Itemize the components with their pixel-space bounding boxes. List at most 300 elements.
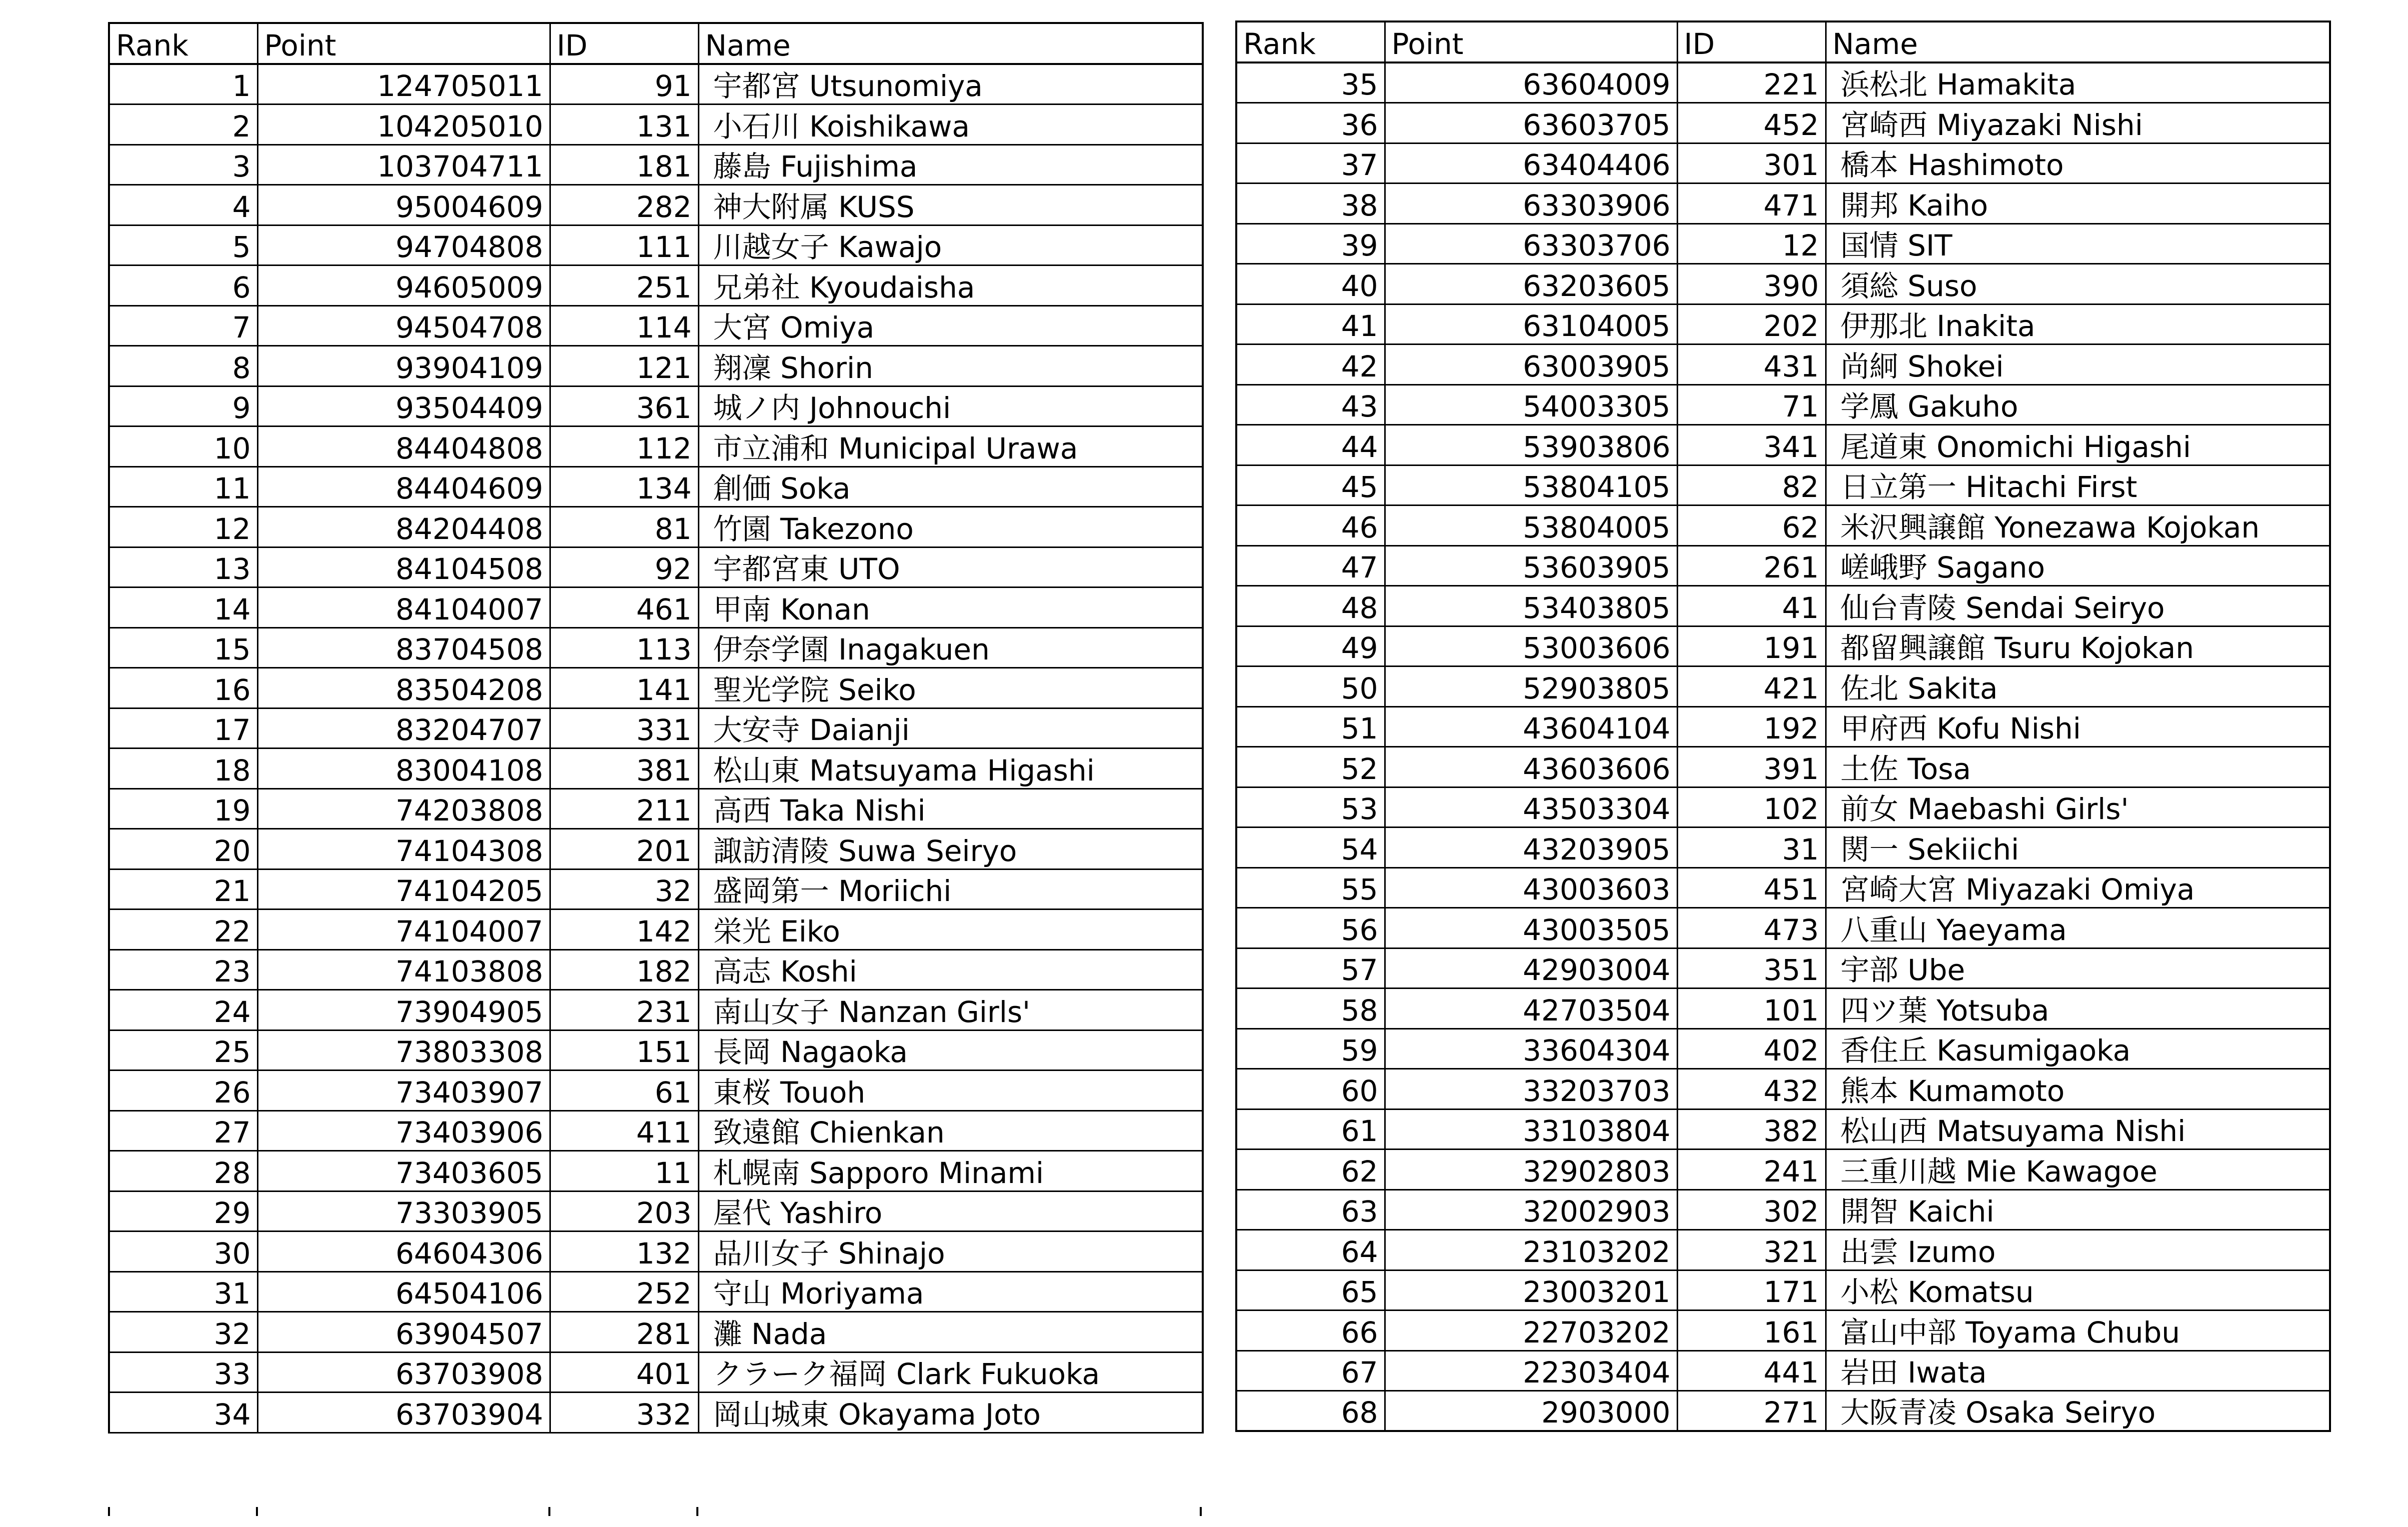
- rank-cell: 50: [1236, 666, 1385, 707]
- rank-cell: 15: [109, 628, 257, 668]
- point-cell: 94704808: [257, 225, 550, 266]
- table-row: [109, 1352, 1203, 1392]
- point-cell: 32902803: [1385, 1150, 1677, 1190]
- id-cell: 12: [1677, 224, 1826, 264]
- rank-cell: 49: [1236, 626, 1385, 666]
- id-cell: 203: [550, 1191, 698, 1232]
- point-cell: 64504106: [257, 1272, 550, 1312]
- table-row: [109, 64, 1203, 104]
- id-cell: 171: [1677, 1270, 1826, 1310]
- point-cell: 53003606: [1385, 626, 1677, 666]
- point-cell: 63104005: [1385, 304, 1677, 344]
- id-cell: 31: [1677, 828, 1826, 868]
- id-cell: 81: [550, 507, 698, 548]
- table-row: [1236, 546, 2330, 586]
- name-cell: 宇都宮 Utsunomiya: [698, 64, 1203, 104]
- rank-cell: 58: [1236, 988, 1385, 1029]
- table-row: [1236, 425, 2330, 466]
- point-cell: 22703202: [1385, 1310, 1677, 1351]
- id-cell: 151: [550, 1030, 698, 1070]
- point-cell: 73904905: [257, 990, 550, 1030]
- point-cell: 93504409: [257, 386, 550, 426]
- id-cell: 111: [550, 225, 698, 266]
- id-cell: 181: [550, 144, 698, 185]
- id-cell: 361: [550, 386, 698, 426]
- rank-cell: 2: [109, 104, 257, 145]
- table-row: [109, 628, 1203, 668]
- rank-cell: 32: [109, 1312, 257, 1352]
- point-cell: 63203605: [1385, 264, 1677, 304]
- name-cell: 宇都宮東 UTO: [698, 547, 1203, 588]
- id-cell: 92: [550, 547, 698, 588]
- table-row: [1236, 828, 2330, 868]
- name-cell: 岡山城東 Okayama Joto: [698, 1392, 1203, 1433]
- point-cell: 74103808: [257, 950, 550, 990]
- table-row: [1236, 908, 2330, 948]
- rank-cell: 45: [1236, 465, 1385, 506]
- table-row: [109, 266, 1203, 306]
- id-cell: 421: [1677, 666, 1826, 707]
- rank-cell: 68: [1341, 1396, 1378, 1430]
- point-cell: 74104007: [257, 910, 550, 950]
- point-cell: 83704508: [257, 628, 550, 668]
- rank-cell: 11: [109, 466, 257, 507]
- point-cell: 43203905: [1385, 828, 1677, 868]
- name-cell: 栄光 Eiko: [698, 910, 1203, 950]
- rank-cell: 19: [109, 788, 257, 829]
- name-cell: 松山西 Matsuyama Nishi: [1826, 1109, 2330, 1150]
- name-cell: 大宮 Omiya: [698, 306, 1203, 346]
- rank-cell: 53: [1236, 787, 1385, 828]
- table-row: [109, 346, 1203, 386]
- name-cell: 橋本 Hashimoto: [1826, 143, 2330, 184]
- name-cell: 学鳳 Gakuho: [1826, 384, 2330, 425]
- point-cell: 43604104: [1385, 706, 1677, 747]
- table-row: [1236, 1270, 2330, 1310]
- name-cell: 市立浦和 Municipal Urawa: [698, 426, 1203, 467]
- table-row: [1236, 1028, 2330, 1069]
- table-row: [109, 507, 1203, 548]
- table-row: [1236, 1069, 2330, 1110]
- name-cell: 南山女子 Nanzan Girls': [698, 990, 1203, 1030]
- table-row: [1236, 948, 2330, 988]
- name-cell: 開智 Kaichi: [1826, 1190, 2330, 1230]
- rank-cell: 42: [1236, 344, 1385, 385]
- column-header-rank: Rank: [1236, 22, 1385, 62]
- name-cell: 長岡 Nagaoka: [698, 1030, 1203, 1070]
- table-row: [109, 1191, 1203, 1232]
- point-cell: 73803308: [257, 1030, 550, 1070]
- name-cell: 大安寺 Daianji: [698, 708, 1203, 748]
- name-cell: 香住丘 Kasumigaoka: [1826, 1028, 2330, 1069]
- rank-cell: 59: [1236, 1028, 1385, 1069]
- rank-cell: 30: [109, 1232, 257, 1272]
- table-row: [1236, 264, 2330, 304]
- point-cell: 43603606: [1385, 747, 1677, 788]
- table-row: [1236, 506, 2330, 546]
- name-cell: 伊奈学園 Inagakuen: [698, 628, 1203, 668]
- name-cell: 致遠館 Chienkan: [698, 1110, 1203, 1151]
- point-cell: 63904507: [257, 1312, 550, 1352]
- rank-cell: 37: [1236, 143, 1385, 184]
- name-cell: 松山東 Matsuyama Higashi: [698, 748, 1203, 789]
- table-row: [1236, 747, 2330, 788]
- point-cell: 95004609: [257, 185, 550, 226]
- name-cell: 品川女子 Shinajo: [698, 1232, 1203, 1272]
- rank-cell: 61: [1236, 1109, 1385, 1150]
- id-cell: 61: [550, 1070, 698, 1111]
- table-row: [1236, 787, 2330, 828]
- id-cell: 121: [550, 346, 698, 386]
- point-cell: 83204707: [257, 708, 550, 748]
- id-cell: 113: [550, 628, 698, 668]
- point-cell: 84204408: [257, 507, 550, 548]
- rank-cell: 23: [109, 950, 257, 990]
- table-row: [1236, 1391, 2330, 1432]
- table-row: [109, 1030, 1203, 1070]
- id-cell: 62: [1677, 506, 1826, 546]
- id-cell: 191: [1677, 626, 1826, 666]
- name-cell: 諏訪清陵 Suwa Seiryo: [698, 829, 1203, 870]
- rank-cell: 35: [1236, 62, 1385, 103]
- name-cell: 高志 Koshi: [698, 950, 1203, 990]
- point-cell: 63703908: [257, 1352, 550, 1392]
- header-row: [109, 23, 1203, 64]
- table-row: [109, 748, 1203, 789]
- grid-line-stub: [108, 1507, 110, 1516]
- point-cell: 53903806: [1385, 425, 1677, 466]
- name-cell: 土佐 Tosa: [1826, 747, 2330, 788]
- table-row: [109, 386, 1203, 426]
- id-cell: 141: [550, 668, 698, 708]
- point-cell: 63603705: [1385, 103, 1677, 144]
- rank-cell: 26: [109, 1070, 257, 1111]
- point-cell: 23003201: [1385, 1270, 1677, 1310]
- point-cell: 94605009: [257, 266, 550, 306]
- table-row: [109, 1392, 1203, 1433]
- name-cell: 高西 Taka Nishi: [698, 788, 1203, 829]
- rank-cell: 27: [109, 1110, 257, 1151]
- rank-cell: 51: [1236, 706, 1385, 747]
- point-cell: 83004108: [257, 748, 550, 789]
- point-cell: 43003603: [1385, 868, 1677, 908]
- point-cell: 33203703: [1385, 1069, 1677, 1110]
- name-cell: 尾道東 Onomichi Higashi: [1826, 425, 2330, 466]
- name-cell: 小石川 Koishikawa: [698, 104, 1203, 145]
- rank-cell: 39: [1236, 224, 1385, 264]
- table-row: [1236, 184, 2330, 224]
- name-cell: 甲府西 Kofu Nishi: [1826, 706, 2330, 747]
- table-row: [109, 788, 1203, 829]
- rank-cell: 40: [1236, 264, 1385, 304]
- id-cell: 321: [1677, 1230, 1826, 1270]
- column-header-name: Name: [698, 23, 1203, 64]
- name-cell: 岩田 Iwata: [1826, 1350, 2330, 1391]
- rank-cell: 36: [1236, 103, 1385, 144]
- name-cell: 創価 Soka: [698, 466, 1203, 507]
- name-cell: 城ノ内 Johnouchi: [698, 386, 1203, 426]
- name-cell: 前女 Maebashi Girls': [1826, 787, 2330, 828]
- id-cell: 390: [1677, 264, 1826, 304]
- table-row: [1236, 304, 2330, 344]
- name-cell: 浜松北 Hamakita: [1826, 62, 2330, 103]
- id-cell: 382: [1677, 1109, 1826, 1150]
- table-row: [1236, 465, 2330, 506]
- id-cell: 452: [1677, 103, 1826, 144]
- name-cell: 東桜 Touoh: [698, 1070, 1203, 1111]
- rank-cell: 31: [109, 1272, 257, 1312]
- rank-cell: 17: [109, 708, 257, 748]
- id-cell: 411: [550, 1110, 698, 1151]
- name-cell: 宮崎大宮 Miyazaki Omiya: [1826, 868, 2330, 908]
- table-row: [109, 1272, 1203, 1312]
- id-cell: 261: [1677, 546, 1826, 586]
- name-cell: 藤島 Fujishima: [698, 144, 1203, 185]
- point-cell: 93904109: [257, 346, 550, 386]
- id-cell: 402: [1677, 1028, 1826, 1069]
- id-cell: 231: [550, 990, 698, 1030]
- id-cell: 341: [1677, 425, 1826, 466]
- name-cell: 熊本 Kumamoto: [1826, 1069, 2330, 1110]
- id-cell: 132: [550, 1232, 698, 1272]
- id-cell: 114: [550, 306, 698, 346]
- point-cell: 74203808: [257, 788, 550, 829]
- grid-line-stub: [1200, 1507, 1202, 1516]
- rank-cell: 56: [1236, 908, 1385, 948]
- point-cell: 2903000: [1385, 1391, 1677, 1432]
- id-cell: 32: [550, 869, 698, 910]
- rank-cell: 52: [1236, 747, 1385, 788]
- rank-cell: 41: [1236, 304, 1385, 344]
- column-header-name: Name: [1826, 22, 2330, 62]
- table-row: [109, 588, 1203, 628]
- rank-cell: 21: [109, 869, 257, 910]
- id-cell: 221: [1677, 62, 1826, 103]
- id-cell: 441: [1677, 1350, 1826, 1391]
- rank-cell: 48: [1236, 586, 1385, 626]
- name-cell: 灘 Nada: [698, 1312, 1203, 1352]
- point-cell: 63303706: [1385, 224, 1677, 264]
- id-cell: 471: [1677, 184, 1826, 224]
- table-row: [1236, 1190, 2330, 1230]
- id-cell: 461: [550, 588, 698, 628]
- id-cell: 102: [1677, 787, 1826, 828]
- rank-cell: 16: [109, 668, 257, 708]
- rank-cell: 29: [109, 1191, 257, 1232]
- column-header-point: Point: [257, 23, 550, 64]
- point-cell: 33103804: [1385, 1109, 1677, 1150]
- table-row: [1236, 868, 2330, 908]
- table-row: [1236, 988, 2330, 1029]
- id-cell: 332: [550, 1392, 698, 1433]
- point-cell: 42903004: [1385, 948, 1677, 988]
- rank-cell: 25: [109, 1030, 257, 1070]
- table-row: [109, 708, 1203, 748]
- name-cell: 出雲 Izumo: [1826, 1230, 2330, 1270]
- name-cell: 三重川越 Mie Kawagoe: [1826, 1150, 2330, 1190]
- name-cell: 守山 Moriyama: [698, 1272, 1203, 1312]
- table-row: [109, 104, 1203, 145]
- name-cell: 甲南 Konan: [698, 588, 1203, 628]
- name-cell: 屋代 Yashiro: [698, 1191, 1203, 1232]
- rank-cell: 9: [109, 386, 257, 426]
- name-cell: 四ツ葉 Yotsuba: [1826, 988, 2330, 1029]
- name-cell: 聖光学院 Seiko: [698, 668, 1203, 708]
- name-cell: 兄弟社 Kyoudaisha: [698, 266, 1203, 306]
- name-cell: 八重山 Yaeyama: [1826, 908, 2330, 948]
- name-cell: 伊那北 Inakita: [1826, 304, 2330, 344]
- id-cell: 91: [550, 64, 698, 104]
- name-cell: 竹園 Takezono: [698, 507, 1203, 548]
- rank-cell: 6: [109, 266, 257, 306]
- rank-cell: 5: [109, 225, 257, 266]
- name-cell: 翔凜 Shorin: [698, 346, 1203, 386]
- id-cell: 251: [550, 266, 698, 306]
- table-row: [109, 1312, 1203, 1352]
- ranking-table-right: [1235, 20, 2331, 1432]
- point-cell: 63604009: [1385, 62, 1677, 103]
- id-cell: 182: [550, 950, 698, 990]
- point-cell: 53804005: [1385, 506, 1677, 546]
- name-cell: 佐北 Sakita: [1826, 666, 2330, 707]
- table-row: [1236, 1230, 2330, 1270]
- table-row: [1236, 62, 2330, 103]
- column-header-id: ID: [1677, 22, 1826, 62]
- rank-cell: 33: [109, 1352, 257, 1392]
- ranking-table-left: [108, 22, 1204, 1434]
- table-row: [109, 225, 1203, 266]
- name-cell: 日立第一 Hitachi First: [1826, 465, 2330, 506]
- point-cell: 43003505: [1385, 908, 1677, 948]
- table-row: [109, 869, 1203, 910]
- name-cell: 川越女子 Kawajo: [698, 225, 1203, 266]
- id-cell: 451: [1677, 868, 1826, 908]
- name-cell: 尚絅 Shokei: [1826, 344, 2330, 385]
- rank-cell: 12: [109, 507, 257, 548]
- column-header-rank: Rank: [109, 23, 257, 64]
- point-cell: 94504708: [257, 306, 550, 346]
- table-row: [1236, 1350, 2330, 1391]
- table-row: [109, 950, 1203, 990]
- column-header-id: ID: [550, 23, 698, 64]
- table-row: [109, 990, 1203, 1030]
- point-cell: 53403805: [1385, 586, 1677, 626]
- table-row: [109, 910, 1203, 950]
- table-row: [109, 829, 1203, 870]
- rank-cell: 57: [1236, 948, 1385, 988]
- point-cell: 84404609: [257, 466, 550, 507]
- name-cell: 米沢興譲館 Yonezawa Kojokan: [1826, 506, 2330, 546]
- point-cell: 124705011: [257, 64, 550, 104]
- id-cell: 432: [1677, 1069, 1826, 1110]
- name-cell: 盛岡第一 Moriichi: [698, 869, 1203, 910]
- table-row: [1236, 143, 2330, 184]
- name-cell: 嵯峨野 Sagano: [1826, 546, 2330, 586]
- id-cell: 331: [550, 708, 698, 748]
- rank-cell: 28: [109, 1151, 257, 1192]
- point-cell: 84404808: [257, 426, 550, 467]
- point-cell: 32002903: [1385, 1190, 1677, 1230]
- point-cell: 103704711: [257, 144, 550, 185]
- point-cell: 63003905: [1385, 344, 1677, 385]
- point-cell: 63303906: [1385, 184, 1677, 224]
- point-cell: 73403907: [257, 1070, 550, 1111]
- point-cell: 42703504: [1385, 988, 1677, 1029]
- rank-cell: 47: [1236, 546, 1385, 586]
- id-cell: 41: [1677, 586, 1826, 626]
- id-cell: 282: [550, 185, 698, 226]
- rank-cell: 13: [109, 547, 257, 588]
- rank-cell: 14: [109, 588, 257, 628]
- id-cell: 11: [550, 1151, 698, 1192]
- table-row: [109, 1110, 1203, 1151]
- id-cell: 202: [1677, 304, 1826, 344]
- id-cell: 431: [1677, 344, 1826, 385]
- table-row: [109, 1232, 1203, 1272]
- id-cell: 142: [550, 910, 698, 950]
- table-row: [109, 426, 1203, 467]
- name-cell: 国情 SIT: [1826, 224, 2330, 264]
- name-cell: 宮崎西 Miyazaki Nishi: [1826, 103, 2330, 144]
- point-cell: 53603905: [1385, 546, 1677, 586]
- rank-cell: 65: [1236, 1270, 1385, 1310]
- table-row: [109, 144, 1203, 185]
- rank-cell: 62: [1236, 1150, 1385, 1190]
- rank-cell: 46: [1236, 506, 1385, 546]
- point-cell: 74104205: [257, 869, 550, 910]
- id-cell: 351: [1677, 948, 1826, 988]
- table-row: [1236, 224, 2330, 264]
- table-row: [109, 185, 1203, 226]
- point-cell: 83504208: [257, 668, 550, 708]
- point-cell: 73403605: [257, 1151, 550, 1192]
- point-cell: 64604306: [257, 1232, 550, 1272]
- id-cell: 211: [550, 788, 698, 829]
- table-row: [1236, 586, 2330, 626]
- table-row: [1236, 666, 2330, 707]
- point-cell: 43503304: [1385, 787, 1677, 828]
- id-cell: 281: [550, 1312, 698, 1352]
- table-row: [1236, 1150, 2330, 1190]
- rank-cell: 54: [1236, 828, 1385, 868]
- grid-line-stub: [696, 1507, 698, 1516]
- table-row: [109, 668, 1203, 708]
- rank-cell: 18: [109, 748, 257, 789]
- name-cell: 関一 Sekiichi: [1826, 828, 2330, 868]
- id-cell: 381: [550, 748, 698, 789]
- point-cell: 84104508: [257, 547, 550, 588]
- name-cell: 富山中部 Toyama Chubu: [1826, 1310, 2330, 1351]
- point-cell: 52903805: [1385, 666, 1677, 707]
- rank-cell: 60: [1236, 1069, 1385, 1110]
- rank-cell: 44: [1236, 425, 1385, 466]
- id-cell: 82: [1677, 465, 1826, 506]
- point-cell: 54003305: [1385, 384, 1677, 425]
- point-cell: 22303404: [1385, 1350, 1677, 1391]
- table-row: [1236, 706, 2330, 747]
- name-cell: 開邦 Kaiho: [1826, 184, 2330, 224]
- table-row: [109, 306, 1203, 346]
- id-cell: 161: [1677, 1310, 1826, 1351]
- id-cell: 134: [550, 466, 698, 507]
- id-cell: 271: [1677, 1391, 1826, 1432]
- rank-cell: 55: [1236, 868, 1385, 908]
- grid-line-stub: [256, 1507, 258, 1516]
- rank-cell: 38: [1236, 184, 1385, 224]
- name-cell: 仙台青陵 Sendai Seiryo: [1826, 586, 2330, 626]
- point-cell: 74104308: [257, 829, 550, 870]
- id-cell: 192: [1677, 706, 1826, 747]
